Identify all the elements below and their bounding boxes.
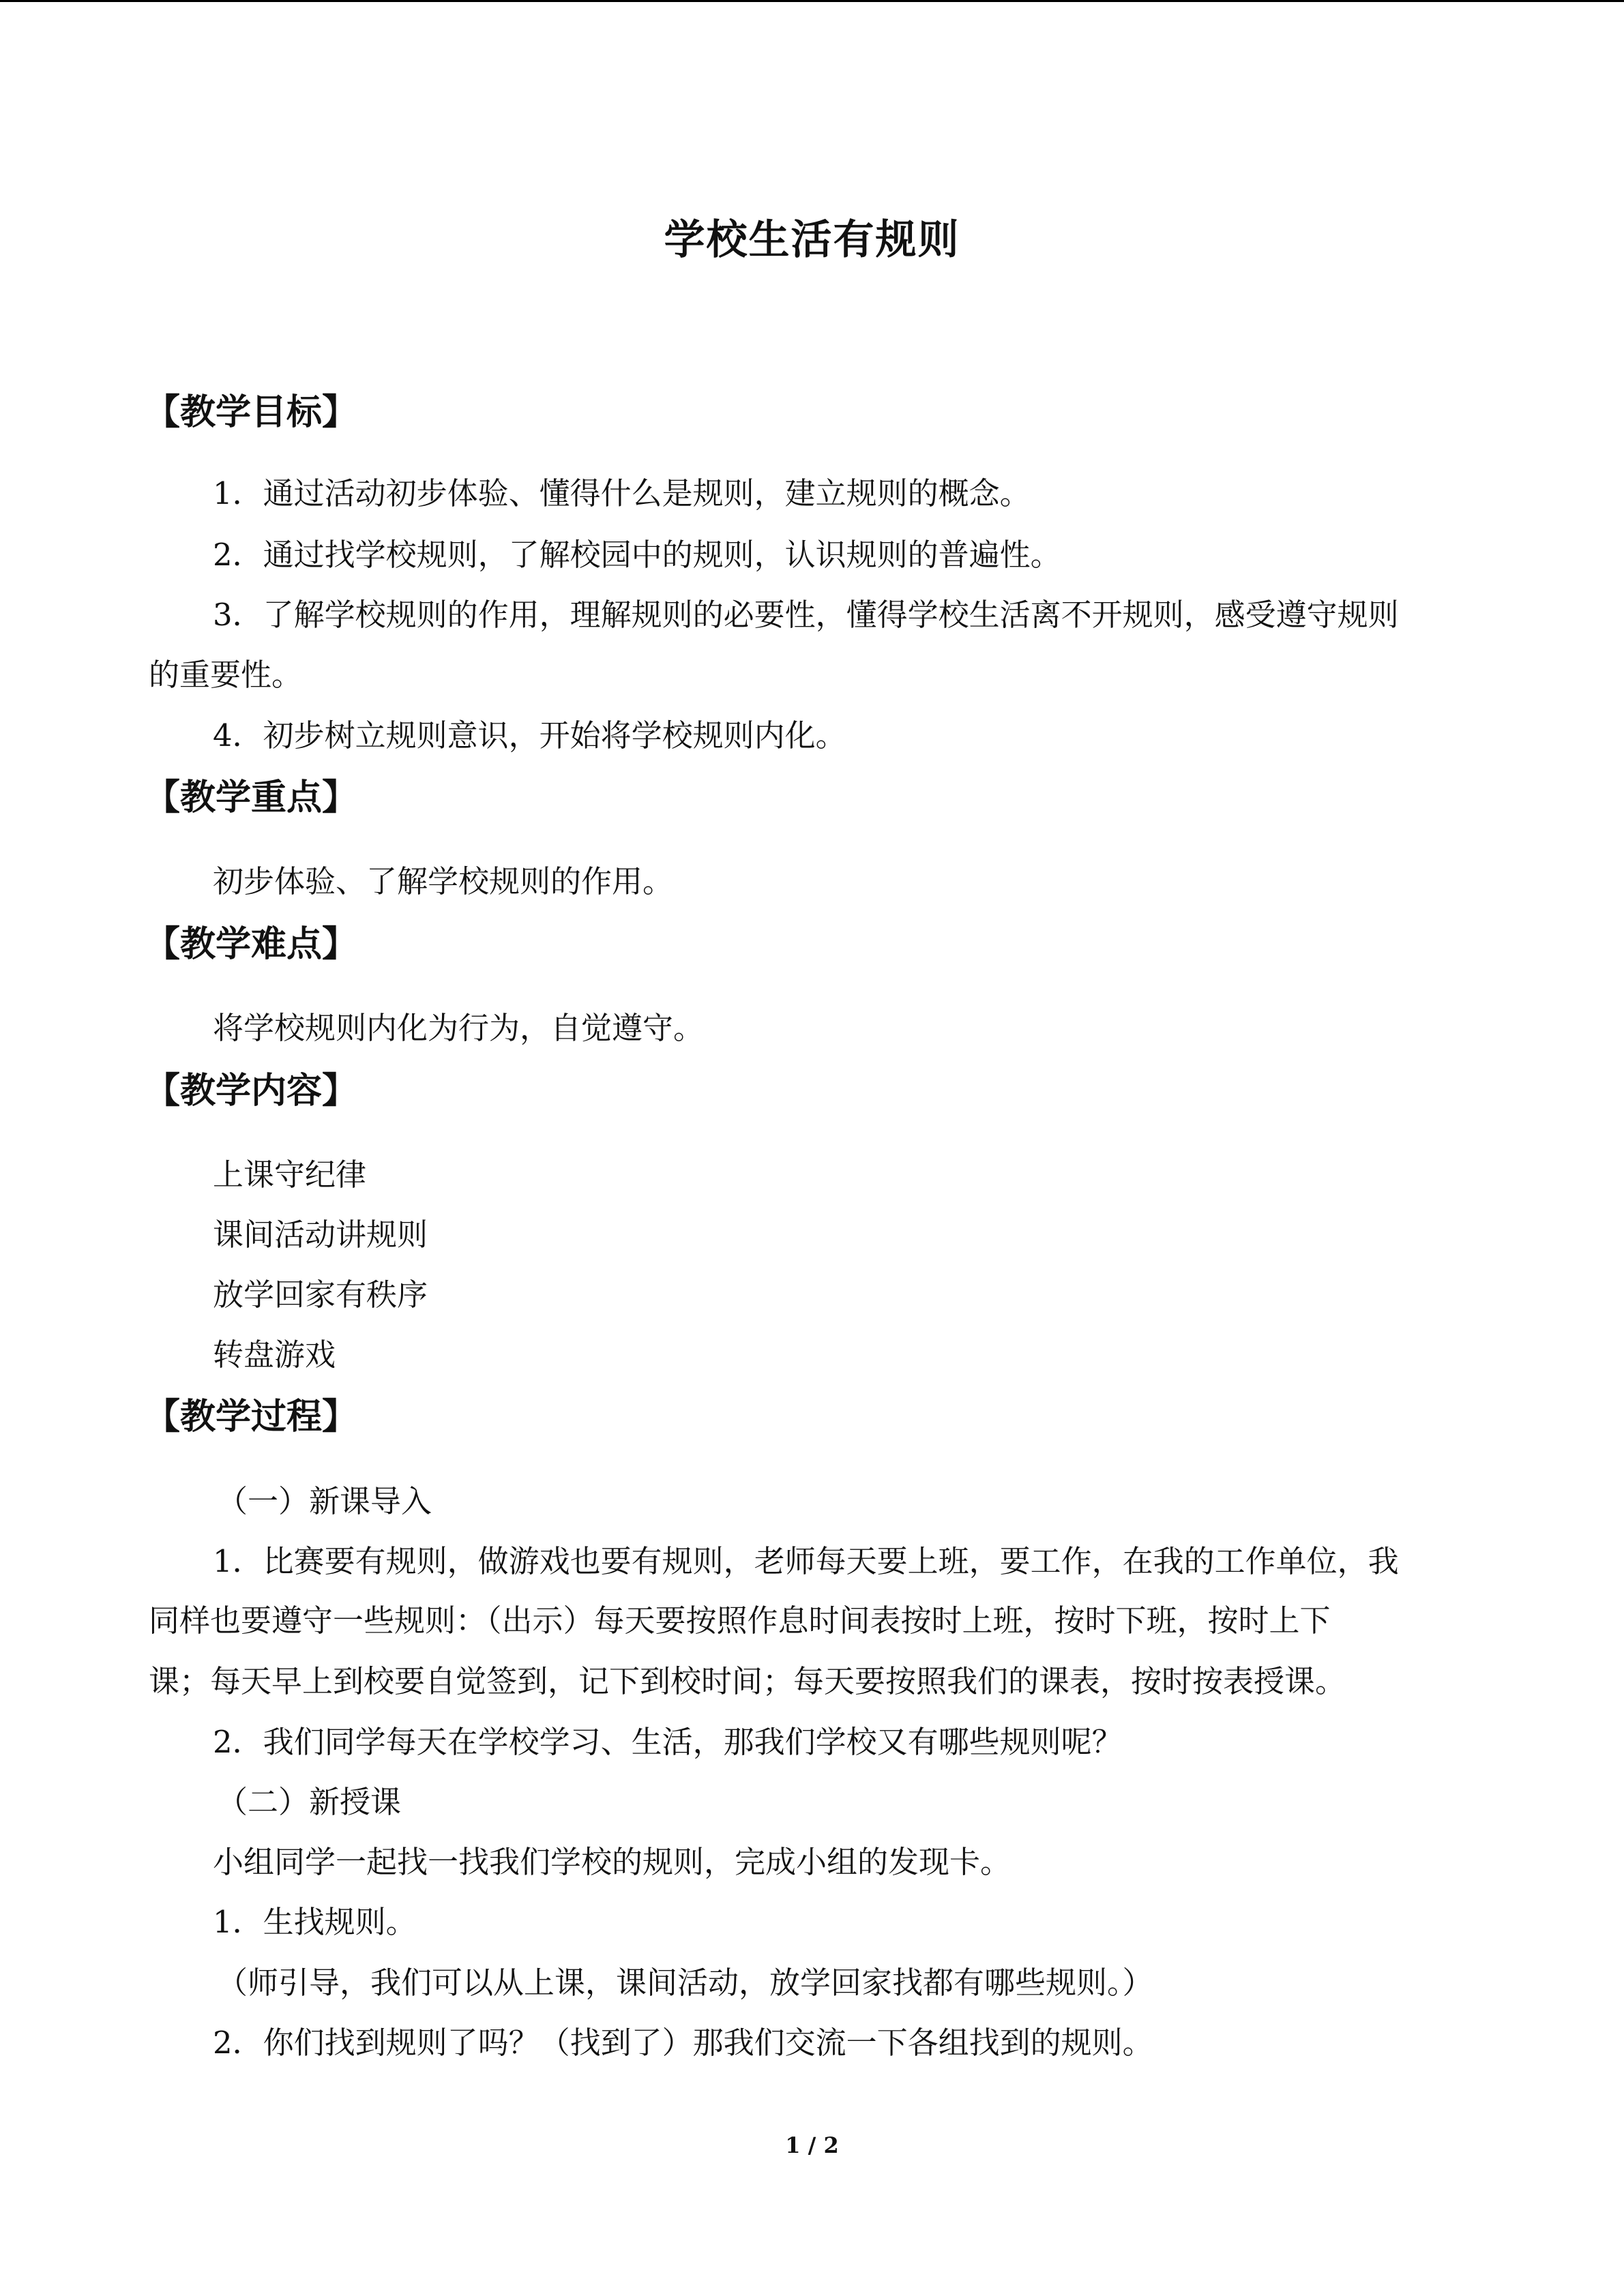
process-line: 课；每天早上到校要自觉签到，记下到校时间；每天要按照我们的课表，按时按表授课。 — [149, 1663, 1346, 1699]
process-line: （师引导，我们可以从上课，课间活动，放学回家找都有哪些规则。） — [217, 1965, 1153, 2001]
process-line: 同样也要遵守一些规则：（出示）每天要按照作息时间表按时上班，按时下班，按时上下 — [149, 1602, 1331, 1639]
content-item: 上课守纪律 — [213, 1157, 367, 1193]
process-line: 小组同学一起找一找我们学校的规则，完成小组的发现卡。 — [213, 1844, 1012, 1880]
section-heading-process: 【教学过程】 — [145, 1397, 358, 1437]
process-line: （二）新授课 — [217, 1784, 402, 1820]
document-title: 学校生活有规则 — [664, 216, 960, 264]
difficulties-text: 将学校规则内化为行为，自觉遵守。 — [213, 1010, 705, 1046]
key-points-text: 初步体验、了解学校规则的作用。 — [213, 863, 674, 899]
process-line: 1．生找规则。 — [213, 1904, 417, 1940]
section-heading-difficulties: 【教学难点】 — [145, 924, 358, 965]
content-item: 课间活动讲规则 — [213, 1217, 428, 1253]
goal-item: 2．通过找学校规则，了解校园中的规则，认识规则的普遍性。 — [213, 537, 1061, 573]
goal-item: 1．通过活动初步体验、懂得什么是规则，建立规则的概念。 — [213, 475, 1031, 511]
process-line: 2．我们同学每天在学校学习、生活，那我们学校又有哪些规则呢？ — [213, 1724, 1123, 1760]
process-line: 1．比赛要有规则，做游戏也要有规则，老师每天要上班，要工作，在我的工作单位，我 — [213, 1543, 1399, 1579]
section-heading-content: 【教学内容】 — [145, 1071, 358, 1112]
process-line: （一）新课导入 — [217, 1483, 432, 1519]
section-heading-key-points: 【教学重点】 — [145, 777, 358, 818]
section-heading-goals: 【教学目标】 — [145, 392, 358, 433]
content-item: 转盘游戏 — [213, 1337, 336, 1373]
top-border-line — [0, 0, 1624, 2]
page-number: 1 / 2 — [785, 2132, 839, 2158]
goal-item: 4．初步树立规则意识，开始将学校规则内化。 — [213, 717, 846, 754]
goal-item-continuation: 的重要性。 — [149, 657, 303, 693]
goal-item: 3．了解学校规则的作用，理解规则的必要性，懂得学校生活离不开规则，感受遵守规则 — [213, 597, 1399, 633]
process-line: 2．你们找到规则了吗？（找到了）那我们交流一下各组找到的规则。 — [213, 2025, 1153, 2061]
content-item: 放学回家有秩序 — [213, 1277, 428, 1313]
